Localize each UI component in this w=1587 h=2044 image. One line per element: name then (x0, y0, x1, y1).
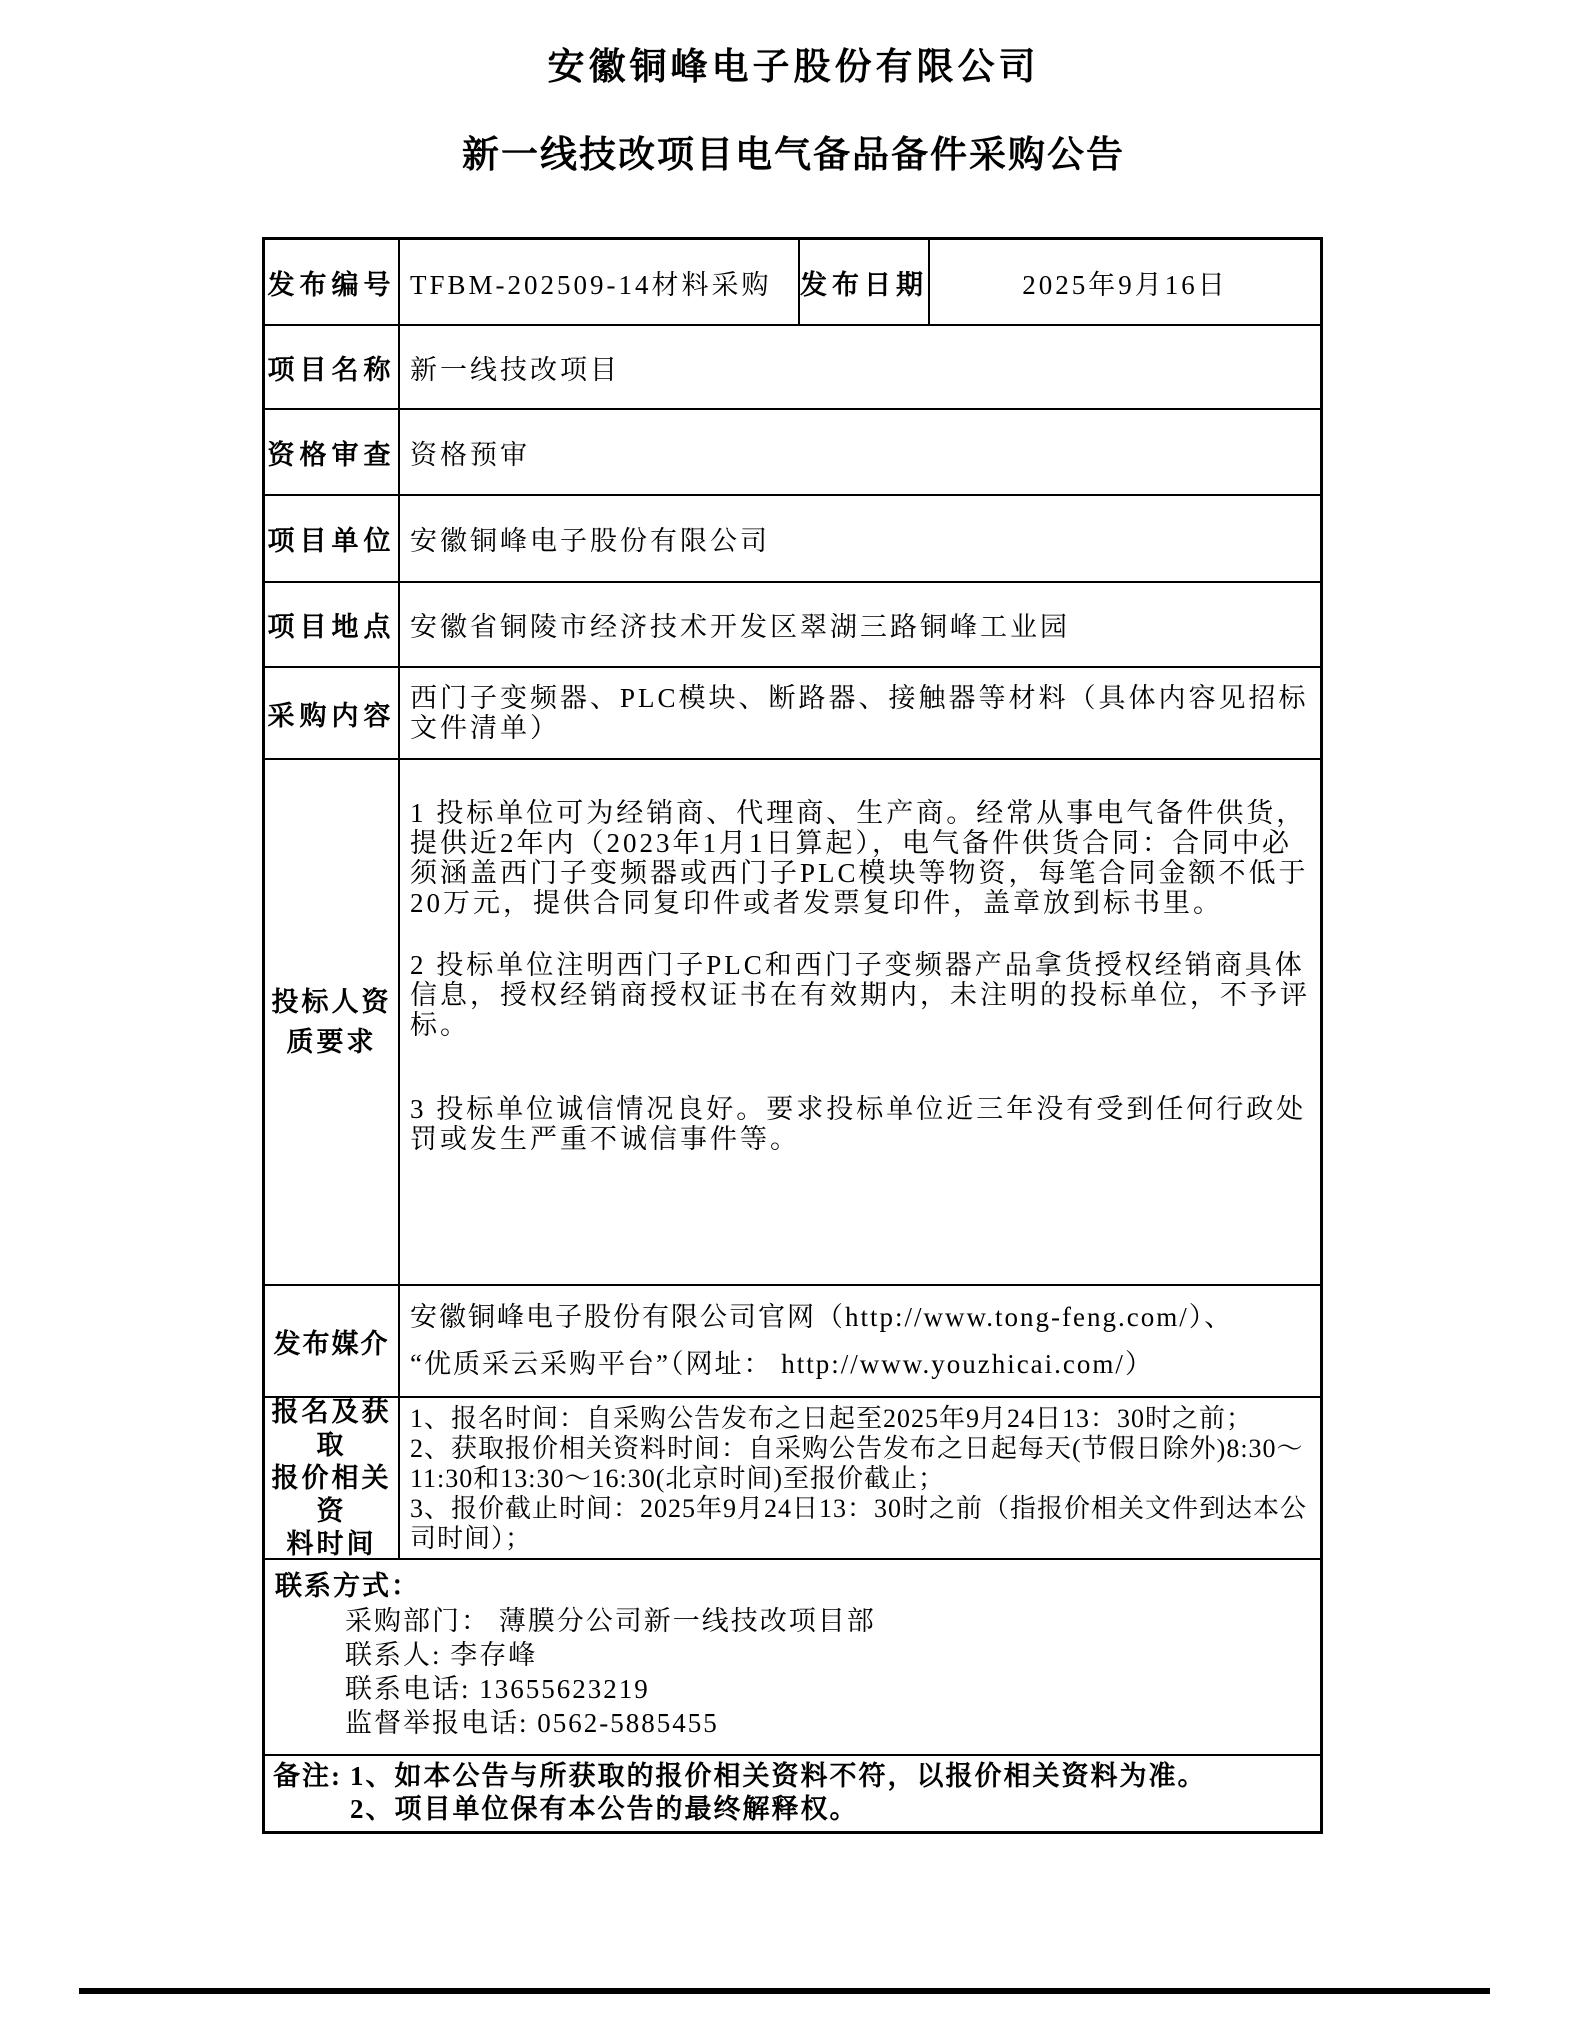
table-row-publish (265, 240, 1320, 326)
remarks-item-2: 2、项目单位保有本公告的最终解释权。 (350, 1794, 859, 1824)
table-row-remarks (265, 1756, 1320, 1831)
announcement-table (262, 237, 1323, 1834)
contact-department: 采购部门： 薄膜分公司新一线技改项目部 (345, 1606, 876, 1636)
table-row-contact (265, 1560, 1320, 1756)
bidder-qualification-label-line1: 投标人资 (271, 987, 392, 1017)
contact-person: 联系人: 李存峰 (345, 1640, 538, 1670)
schedule-label-line3: 料时间 (286, 1528, 377, 1559)
media-content (400, 1286, 1320, 1396)
media-line-2: “优质采云采购平台”（网址： http://www.youzhicai.com/） (410, 1349, 1154, 1379)
table-row-media (265, 1286, 1320, 1398)
table-row-schedule (265, 1398, 1320, 1560)
schedule-label-line1: 报名及获取 (271, 1396, 392, 1460)
contact-cell (265, 1560, 1320, 1754)
contact-supervision-phone: 监督举报电话: 0562-5885455 (345, 1708, 719, 1738)
page-subtitle: 新一线技改项目电气备品备件采购公告 (462, 134, 1125, 175)
table-row-project-location (265, 583, 1320, 668)
remarks-item-1: 1、如本公告与所获取的报价相关资料不符，以报价相关资料为准。 (350, 1761, 1207, 1791)
schedule-label-line2: 报价相关资 (271, 1462, 392, 1526)
schedule-item-2: 2、获取报价相关资料时间：自采购公告发布之日起每天(节假日除外)8:30～11:30和13:30～16:30(北京时间)至报价截止； (410, 1434, 1304, 1493)
page-footer-rule (79, 1988, 1490, 1994)
table-row-bidder-qualification (265, 760, 1320, 1286)
publish-number-value: TFBM-202509-14材料采购 (400, 240, 800, 324)
project-name-label: 项目名称 (265, 326, 400, 408)
page-title: 安徽铜峰电子股份有限公司 (547, 46, 1040, 87)
table-row-project-unit (265, 496, 1320, 583)
publish-date-label: 发布日期 (800, 240, 930, 324)
bidder-qualification-label (265, 760, 400, 1284)
remarks-label: 备注: (273, 1761, 342, 1791)
qualification-check-value: 资格预审 (410, 439, 530, 470)
bidder-qualification-content (400, 760, 1320, 1284)
media-label: 发布媒介 (265, 1286, 400, 1396)
procurement-content-label: 采购内容 (265, 668, 400, 758)
project-unit-value: 安徽铜峰电子股份有限公司 (410, 526, 770, 556)
publish-date-value: 2025年9月16日 (1022, 269, 1228, 300)
qualification-paragraph-3: 3 投标单位诚信情况良好。要求投标单位近三年没有受到任何行政处罚或发生严重不诚信事件等。 (410, 1094, 1307, 1154)
table-row-procurement-content (265, 668, 1320, 760)
project-unit-label: 项目单位 (265, 496, 400, 581)
project-location-label: 项目地点 (265, 583, 400, 666)
bidder-qualification-label-line2: 质要求 (286, 1027, 377, 1057)
qualification-paragraph-2: 2 投标单位注明西门子PLC和西门子变频器产品拿货授权经销商具体信息，授权经销商授权证书在有效期内，未注明的投标单位，不予评标。 (410, 950, 1310, 1040)
remarks-cell (265, 1756, 1320, 1831)
procurement-content-value: 西门子变频器、PLC模块、断路器、接触器等材料（具体内容见招标文件清单） (410, 683, 1309, 743)
table-row-qualification-check (265, 410, 1320, 496)
qualification-check-label: 资格审查 (265, 410, 400, 494)
schedule-item-1: 1、报名时间：自采购公告发布之日起至2025年9月24日13：30时之前； (410, 1404, 1254, 1433)
media-line-1: 安徽铜峰电子股份有限公司官网（http://www.tong-feng.com/）、 (410, 1302, 1234, 1332)
qualification-paragraph-1: 1 投标单位可为经销商、代理商、生产商。经常从事电气备件供货，提供近2年内（2023年1月1日算起），电气备件供货合同：合同中必须涵盖西门子变频器或西门子PLC模块等物资，每笔合同金额不低于20万元，提供合同复印件或者发票复印件，盖章放到标书里。 (410, 798, 1309, 918)
schedule-item-3: 3、报价截止时间：2025年9月24日13：30时之前（指报价相关文件到达本公司时间）； (410, 1494, 1308, 1553)
publish-number-label: 发布编号 (265, 240, 400, 324)
project-location-value: 安徽省铜陵市经济技术开发区翠湖三路铜峰工业园 (410, 612, 1070, 642)
schedule-content (400, 1398, 1320, 1558)
remarks-items (342, 1760, 1310, 1826)
contact-heading: 联系方式： (275, 1571, 420, 1601)
contact-phone: 联系电话: 13655623219 (345, 1674, 650, 1704)
project-name-value: 新一线技改项目 (410, 354, 620, 385)
schedule-label (265, 1398, 400, 1558)
table-row-project-name (265, 326, 1320, 410)
